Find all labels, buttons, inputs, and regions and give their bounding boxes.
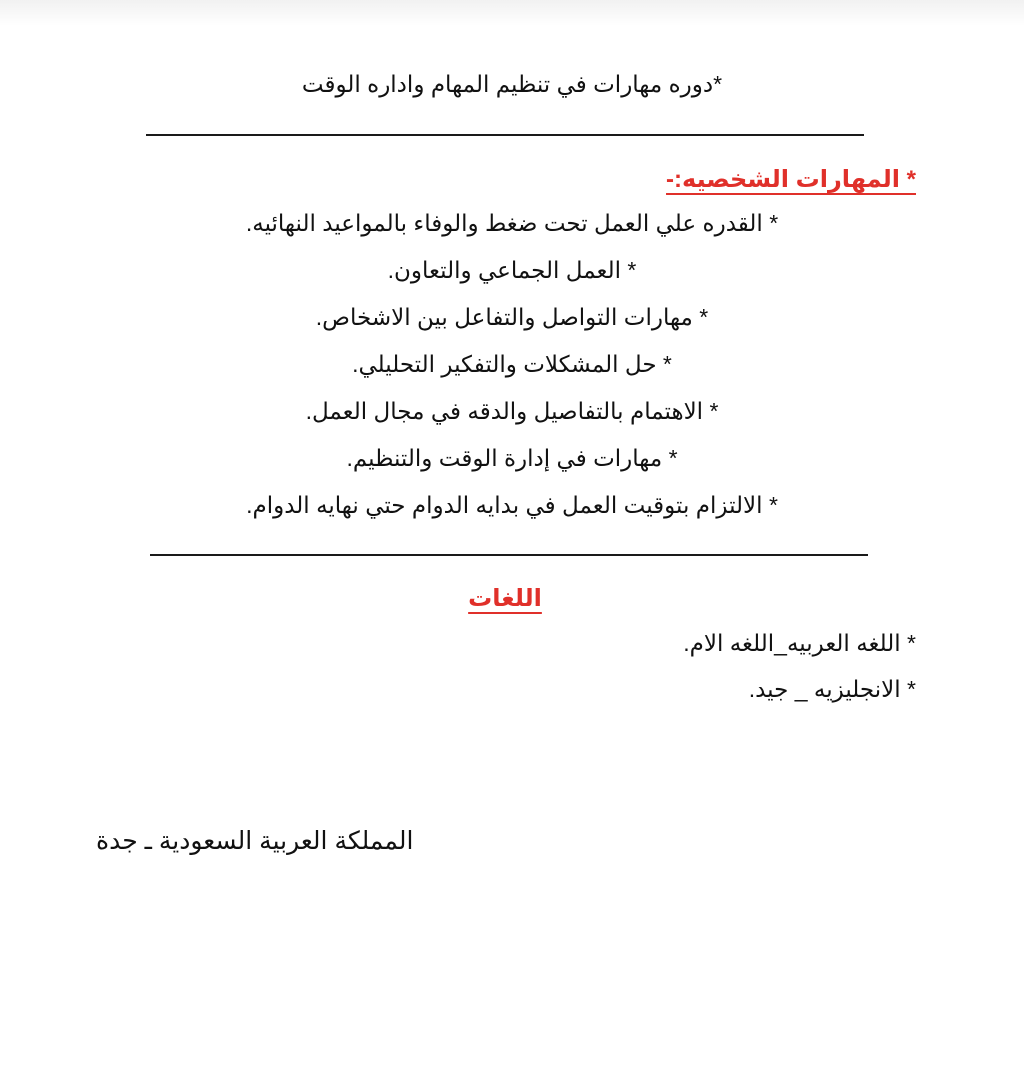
- skill-item: * الالتزام بتوقيت العمل في بدايه الدوام حتي نهايه الدوام.: [246, 492, 778, 518]
- skill-item: * القدره علي العمل تحت ضغط والوفاء بالمواعيد النهائيه.: [245, 210, 779, 236]
- skill-item: * الاهتمام بالتفاصيل والدقه في مجال العمل.: [305, 398, 719, 424]
- personal-skills-list: [0, 208, 1024, 537]
- horizontal-rule-top: [146, 134, 864, 136]
- language-item: * اللغه العربيه_اللغه الام.: [683, 630, 916, 656]
- course-line: *دوره مهارات في تنظيم المهام واداره الوقت: [301, 71, 723, 97]
- skill-item: * العمل الجماعي والتعاون.: [387, 257, 637, 283]
- language-item: * الانجليزيه _ جيد.: [748, 676, 916, 702]
- languages-list: [316, 628, 916, 720]
- skill-item: * مهارات التواصل والتفاعل بين الاشخاص.: [315, 304, 709, 330]
- skill-item: * حل المشكلات والتفكير التحليلي.: [352, 351, 672, 377]
- personal-skills-heading: * المهارات الشخصيه:-: [666, 166, 916, 193]
- skill-item: * مهارات في إدارة الوقت والتنظيم.: [346, 445, 678, 471]
- horizontal-rule-bottom: [150, 554, 868, 556]
- location-text: المملكة العربية السعودية ـ جدة: [96, 827, 414, 855]
- top-shade: [0, 0, 1024, 26]
- languages-heading: اللغات: [468, 585, 542, 612]
